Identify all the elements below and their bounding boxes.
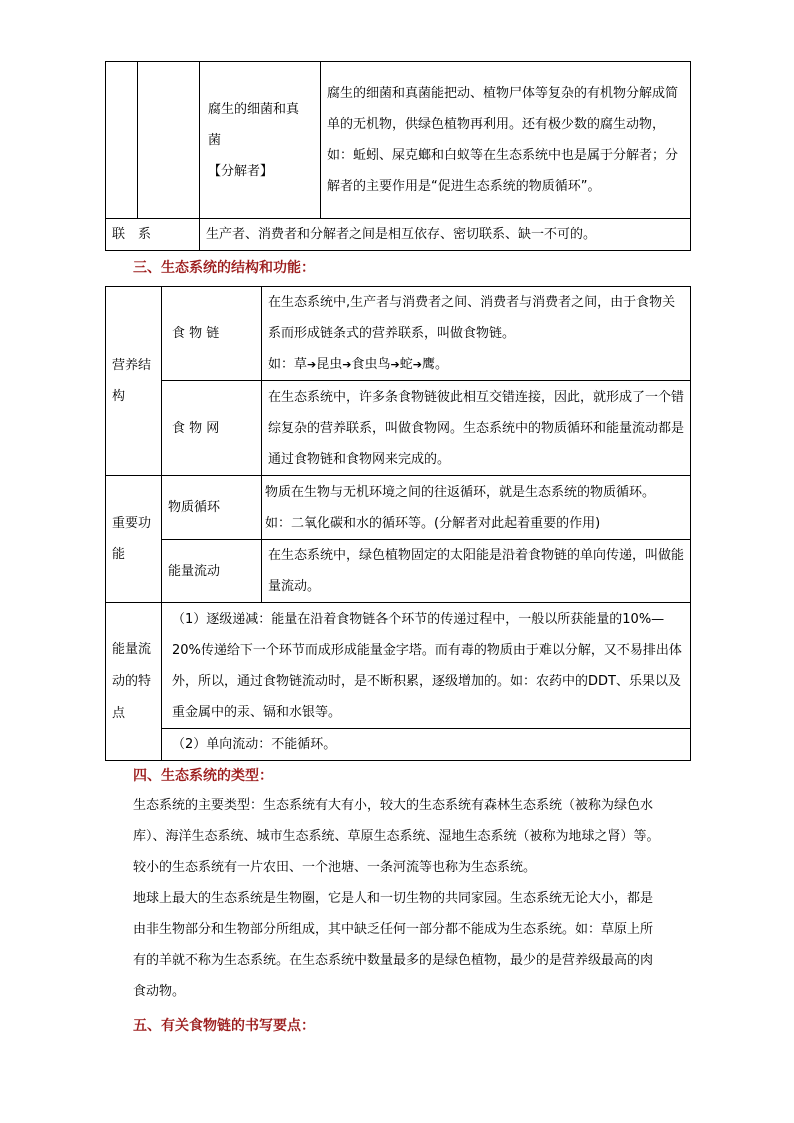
arrow-right-icon: ➔	[342, 358, 352, 371]
material-cycle-row	[106, 476, 691, 540]
food-chain-example-prefix: 如：	[268, 357, 295, 372]
feature-1: （1）逐级递减：能量在沿着食物链各个环节的传递过程中，一般以所获能量的10%—20%传递给下一个环节而成形成能量金字塔。而有毒的物质由于难以分解，又不易排出体外，所以，通过食物链流动时，是不断积累，逐级增加的。如：农药中的DDT、乐果以及重金属中的汞、镉和水银等。	[162, 603, 691, 729]
feature-1-row	[106, 603, 691, 729]
food-chain-row	[106, 287, 691, 381]
decomposer-name-line1: 腐生的细菌和真	[208, 101, 300, 117]
ecosystem-components-table	[105, 61, 691, 251]
food-web-row	[106, 381, 691, 476]
empty-cell	[106, 62, 138, 219]
food-chain-example	[268, 349, 684, 380]
food-web-label: 食 物 网	[162, 381, 262, 476]
food-web-desc: 在生态系统中，许多条食物链彼此相互交错连接，因此，就形成了一个错综复杂的营养联系，叫做食物网。生态系统中的物质循环和能量流动都是通过食物链和食物网来完成的。	[262, 381, 691, 476]
decomposer-name-line2: 菌	[208, 132, 222, 148]
section-5-heading: 五、有关食物链的书写要点：	[133, 1018, 315, 1034]
chain-item: 草	[294, 357, 308, 372]
energy-flow-row	[106, 540, 691, 603]
chain-item: 昆虫	[316, 357, 343, 372]
decomposer-name-cell	[200, 62, 321, 219]
energy-flow-desc: 在生态系统中，绿色植物固定的太阳能是沿着食物链的单向传递，叫做能量流动。	[262, 540, 691, 603]
material-cycle-cell	[262, 476, 691, 540]
structure-function-table	[105, 286, 691, 761]
relation-label: 联 系	[106, 219, 200, 251]
arrow-right-icon: ➔	[412, 358, 422, 371]
material-cycle-label: 物质循环	[162, 476, 262, 540]
decomposer-tag: 【分解者】	[208, 163, 274, 179]
section-3-heading: 三、生态系统的结构和功能：	[133, 260, 315, 276]
section-4-para-2: 地球上最大的生态系统是生物圈，它是人和一切生物的共同家园。生态系统无论大小，都是由非生物部分和生物部分所组成，其中缺乏任何一部分都不能成为生态系统。如：草原上所有的羊就不称为生态系统。在生态系统中数量最多的是绿色植物，最少的是营养级最高的肉食动物。	[133, 891, 654, 999]
food-chain-label: 食 物 链	[162, 287, 262, 381]
chain-item: 蛇	[399, 357, 413, 372]
material-cycle-example: 如：二氧化碳和水的循环等。(分解者对此起着重要的作用)	[265, 515, 601, 531]
energy-flow-features-label: 能量流动的特点	[106, 603, 162, 761]
food-chain-desc: 在生态系统中,生产者与消费者之间、消费者与消费者之间，由于食物关系而形成链条式的营养联系，叫做食物链。	[268, 295, 676, 341]
feature-2: （2）单向流动：不能循环。	[162, 729, 691, 761]
section-4-body	[133, 790, 663, 1007]
important-function-label: 重要功能	[106, 476, 162, 603]
relation-desc: 生产者、消费者和分解者之间是相互依存、密切联系、缺一不可的。	[200, 219, 691, 251]
feature-2-row	[106, 729, 691, 761]
arrow-right-icon: ➔	[307, 358, 317, 371]
arrow-right-icon: ➔	[390, 358, 400, 371]
food-chain-cell	[262, 287, 691, 381]
relation-row	[106, 219, 691, 251]
chain-item: 鹰	[421, 357, 435, 372]
nutrition-structure-label: 营养结构	[106, 287, 162, 476]
material-cycle-desc: 物质在生物与无机环境之间的往返循环，就是生态系统的物质循环。	[265, 484, 656, 500]
decomposer-desc: 腐生的细菌和真菌能把动、植物尸体等复杂的有机物分解成简单的无机物，供绿色植物再利用。还有极少数的腐生动物，如：蚯蚓、屎克螂和白蚁等在生态系统中也是属于分解者；分解者的主要作用是“促进生态系统的物质循环”。	[321, 62, 691, 219]
empty-cell	[138, 62, 200, 219]
decomposer-row	[106, 62, 691, 219]
section-4-para-1: 生态系统的主要类型：生态系统有大有小，较大的生态系统有森林生态系统（被称为绿色水库）、海洋生态系统、城市生态系统、草原生态系统、湿地生态系统（被称为地球之肾）等。较小的生态系统有一片农田、一个池塘、一条河流等也称为生态系统。	[133, 798, 660, 875]
section-4-heading: 四、生态系统的类型：	[133, 768, 273, 784]
energy-flow-label: 能量流动	[162, 540, 262, 603]
chain-item: 食虫鸟	[351, 357, 391, 372]
food-chain-example-suffix: 。	[434, 357, 448, 372]
